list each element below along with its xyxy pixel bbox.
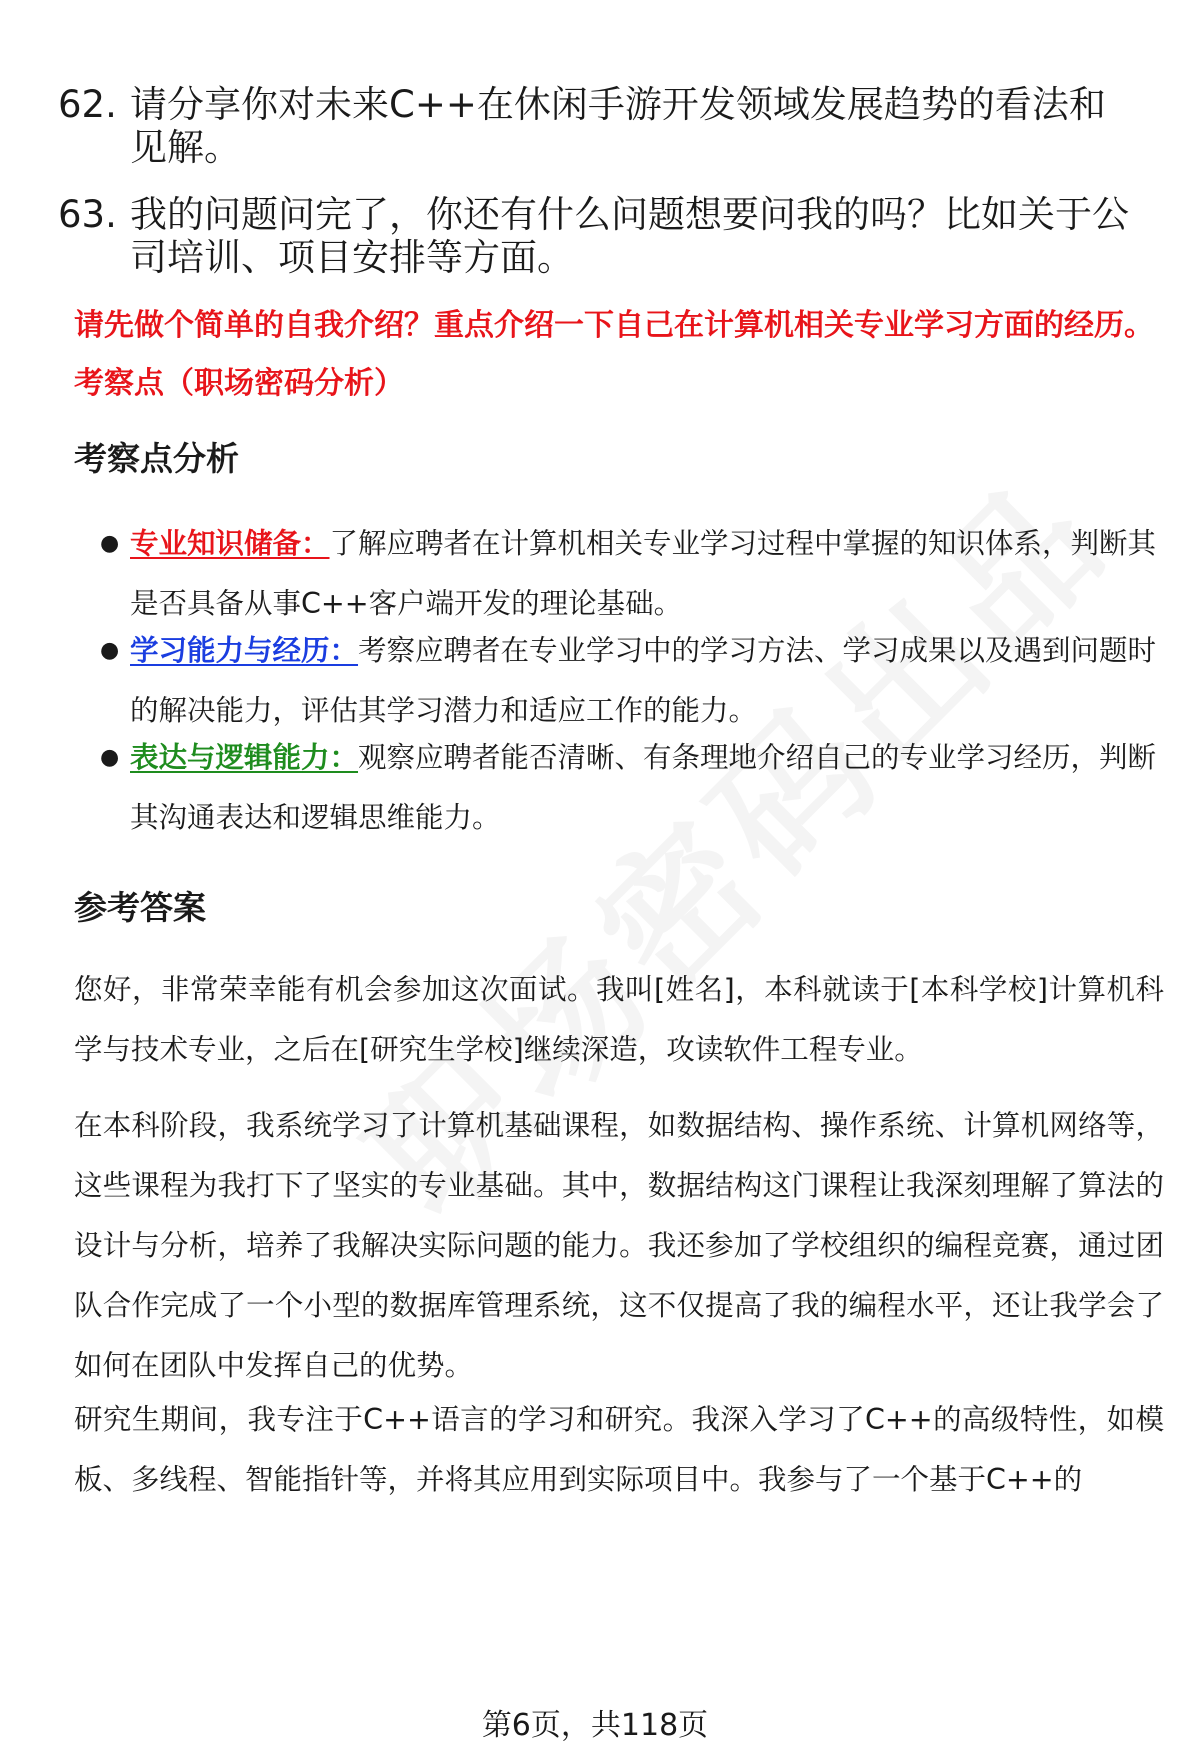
answer-heading: 参考答案	[74, 888, 206, 927]
analysis-keyword: 学习能力与经历：	[130, 634, 359, 667]
question-text: 我的问题问完了，你还有什么问题想要问我的吗？比如关于公司培训、项目安排等方面。	[130, 193, 1129, 279]
bullet-dot-icon: ●	[100, 531, 120, 556]
highlight-question: 请先做个简单的自我介绍？重点介绍一下自己在计算机相关专业学习方面的经历。	[74, 308, 1154, 343]
bullet-dot-icon: ●	[100, 638, 120, 663]
bullet-dot-icon: ●	[100, 745, 120, 770]
question-text: 请分享你对未来C++在休闲手游开发领域发展趋势的看法和见解。	[130, 83, 1106, 169]
analysis-keyword: 专业知识储备：	[130, 527, 330, 560]
question-number: 62.	[58, 83, 117, 126]
page-footer: 第6页，共118页	[481, 1708, 709, 1743]
answer-paragraph: 研究生期间，我专注于C++语言的学习和研究。我深入学习了C++的高级特性，如模板、多线程、智能指针等，并将其应用到实际项目中。我参与了一个基于C++的	[74, 1403, 1164, 1496]
answer-paragraph: 在本科阶段，我系统学习了计算机基础课程，如数据结构、操作系统、计算机网络等，这些课程为我打下了坚实的专业基础。其中，数据结构这门课程让我深刻理解了算法的设计与分析，培养了我解决实际问题的能力。我还参加了学校组织的编程竞赛，通过团队合作完成了一个小型的数据库管理系统，这不仅提高了我的编程水平，还让我学会了如何在团队中发挥自己的优势。	[74, 1109, 1164, 1382]
analysis-text: 了解应聘者在计算机相关专业学习过程中掌握的知识体系，判断其是否具备从事C++客户端开发的理论基础。	[130, 527, 1157, 620]
analysis-keyword: 表达与逻辑能力：	[130, 741, 359, 774]
question-number: 63.	[58, 193, 117, 236]
analysis-text: 观察应聘者能否清晰、有条理地介绍自己的专业学习经历，判断其沟通表达和逻辑思维能力。	[130, 741, 1157, 834]
answer-paragraph: 您好，非常荣幸能有机会参加这次面试。我叫[姓名]，本科就读于[本科学校]计算机科学与技术专业，之后在[研究生学校]继续深造，攻读软件工程专业。	[74, 973, 1164, 1066]
analysis-heading: 考察点分析	[74, 439, 239, 478]
analysis-text: 考察应聘者在专业学习中的学习方法、学习成果以及遇到问题时的解决能力，评估其学习潜力和适应工作的能力。	[130, 634, 1157, 727]
exam-point-label: 考察点（职场密码分析）	[74, 366, 404, 401]
